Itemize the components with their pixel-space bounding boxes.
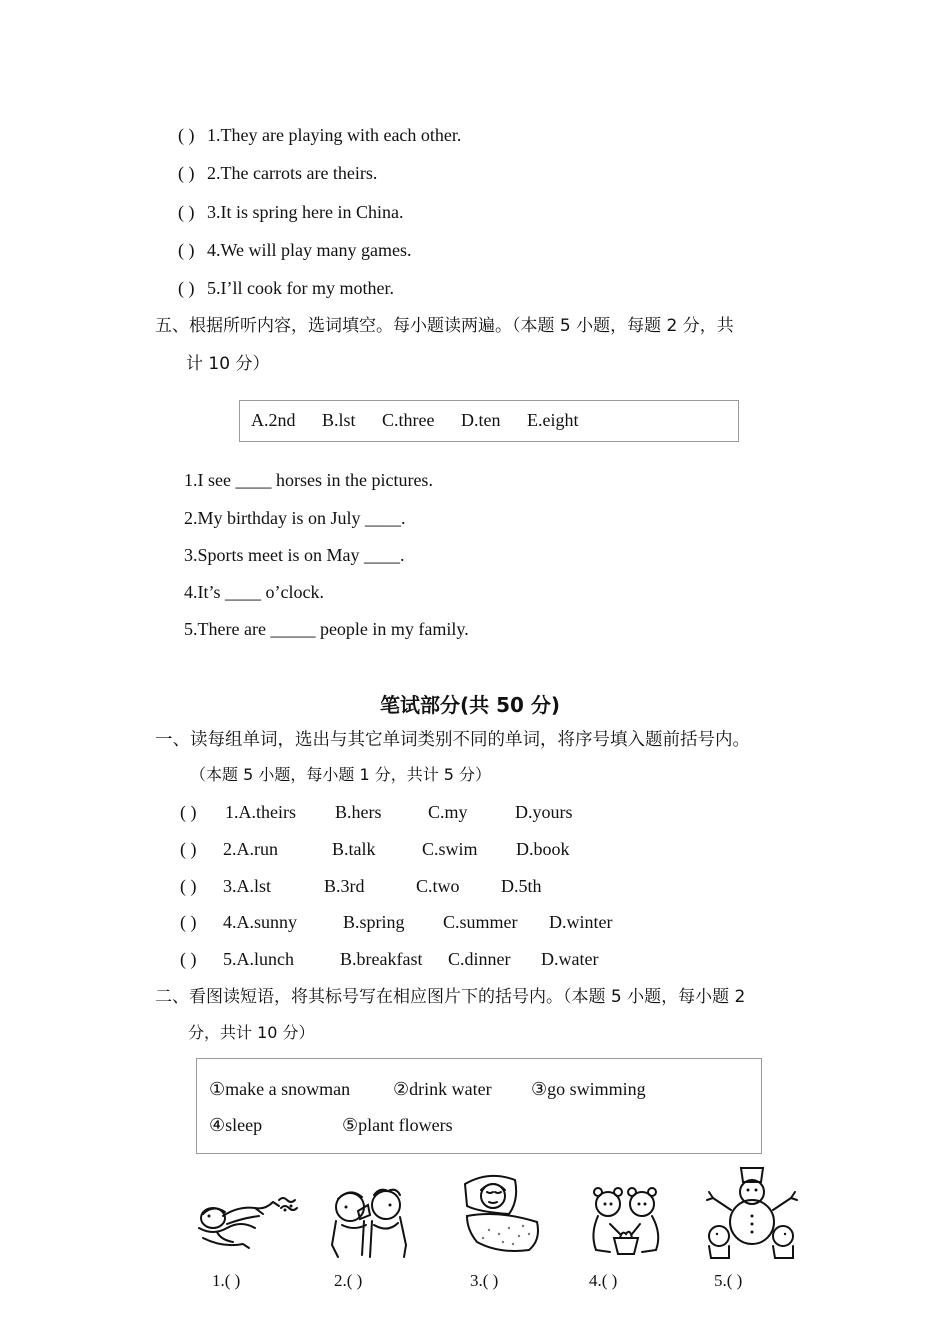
- item-text: 5.I’ll cook for my mother.: [207, 278, 394, 298]
- option-c: C.swim: [422, 839, 478, 859]
- option-b: B.spring: [343, 912, 405, 932]
- choice-row: [180, 911, 780, 935]
- answer-bracket[interactable]: ( ): [180, 802, 197, 822]
- option-b: B.3rd: [324, 876, 365, 896]
- option-e: E.eight: [527, 410, 579, 430]
- word-bank-box: [239, 400, 739, 442]
- option-a: 2.A.run: [223, 839, 278, 859]
- section-heading: 五、根据所听内容，选词填空。每小题读两遍。（本题 5 小题，每题 2 分，共: [155, 316, 734, 336]
- answer-bracket[interactable]: ( ): [178, 202, 195, 222]
- option-c: C.my: [428, 802, 468, 822]
- fill-sentence: 5.There are _____ people in my family.: [184, 619, 469, 639]
- sleeping-picture-icon: [459, 1170, 545, 1256]
- picture-caption-3[interactable]: 3.( ): [470, 1271, 499, 1290]
- option-d: D.winter: [549, 912, 613, 932]
- judgement-item: [178, 162, 377, 184]
- item-text: 1.They are playing with each other.: [207, 125, 462, 145]
- option-c: C.summer: [443, 912, 518, 932]
- item-text: 2.The carrots are theirs.: [207, 163, 378, 183]
- option-c: C.dinner: [448, 949, 511, 969]
- fill-sentence: 3.Sports meet is on May ____.: [184, 545, 405, 565]
- phrase-4: ④sleep: [209, 1115, 263, 1135]
- item-text: 3.It is spring here in China.: [207, 202, 404, 222]
- judgement-item: [178, 201, 403, 223]
- drinking-picture-icon: [324, 1185, 414, 1259]
- section-heading-cont: 计 10 分）: [186, 354, 270, 374]
- judgement-item: [178, 239, 412, 261]
- option-b: B.hers: [335, 802, 382, 822]
- answer-bracket[interactable]: ( ): [178, 125, 195, 145]
- option-d: D.water: [541, 949, 599, 969]
- option-b: B.breakfast: [340, 949, 423, 969]
- answer-bracket[interactable]: ( ): [178, 240, 195, 260]
- option-b: B.talk: [332, 839, 376, 859]
- section-heading: 一、读每组单词，选出与其它单词类别不同的单词，将序号填入题前括号内。: [155, 730, 750, 750]
- section-heading-cont: （本题 5 小题，每小题 1 分，共计 5 分）: [190, 765, 492, 784]
- choice-row: [180, 801, 780, 825]
- choice-row: [180, 838, 780, 862]
- section-heading: 二、看图读短语，将其标号写在相应图片下的括号内。（本题 5 小题，每小题 2: [155, 987, 746, 1007]
- fill-sentence: 2.My birthday is on July ____.: [184, 508, 406, 528]
- answer-bracket[interactable]: ( ): [180, 949, 197, 969]
- answer-bracket[interactable]: ( ): [180, 876, 197, 896]
- fill-sentence: 1.I see ____ horses in the pictures.: [184, 470, 433, 490]
- written-section-title: 笔试部分(共 50 分): [379, 693, 561, 717]
- phrase-bank-box: [196, 1058, 762, 1154]
- option-a: 3.A.lst: [223, 876, 272, 896]
- phrase-3: ③go swimming: [531, 1079, 646, 1099]
- option-a: 4.A.sunny: [223, 912, 298, 932]
- answer-bracket[interactable]: ( ): [180, 912, 197, 932]
- item-text: 4.We will play many games.: [207, 240, 412, 260]
- section-heading-cont: 分，共计 10 分）: [188, 1023, 315, 1042]
- answer-bracket[interactable]: ( ): [180, 839, 197, 859]
- snowman-picture-icon: [703, 1160, 801, 1262]
- picture-caption-2[interactable]: 2.( ): [334, 1271, 363, 1290]
- option-d: D.book: [516, 839, 570, 859]
- picture-caption-1[interactable]: 1.( ): [212, 1271, 241, 1290]
- planting-picture-icon: [584, 1184, 670, 1260]
- fill-sentence: 4.It’s ____ o’clock.: [184, 582, 324, 602]
- option-a: 5.A.lunch: [223, 949, 294, 969]
- judgement-item: [178, 277, 394, 299]
- judgement-item: [178, 124, 461, 146]
- option-d: D.5th: [501, 876, 542, 896]
- option-d: D.ten: [461, 410, 501, 430]
- choice-row: [180, 875, 780, 899]
- phrase-2: ②drink water: [393, 1079, 492, 1099]
- answer-bracket[interactable]: ( ): [178, 163, 195, 183]
- phrase-5: ⑤plant flowers: [342, 1115, 453, 1135]
- picture-caption-4[interactable]: 4.( ): [589, 1271, 618, 1290]
- option-c: C.three: [382, 410, 435, 430]
- option-a: A.2nd: [251, 410, 296, 430]
- picture-caption-5[interactable]: 5.( ): [714, 1271, 743, 1290]
- option-d: D.yours: [515, 802, 573, 822]
- choice-row: [180, 948, 780, 972]
- option-c: C.two: [416, 876, 460, 896]
- option-b: B.lst: [322, 410, 356, 430]
- swimming-picture-icon: [193, 1188, 303, 1258]
- option-a: 1.A.theirs: [225, 802, 296, 822]
- answer-bracket[interactable]: ( ): [178, 278, 195, 298]
- phrase-1: ①make a snowman: [209, 1079, 351, 1099]
